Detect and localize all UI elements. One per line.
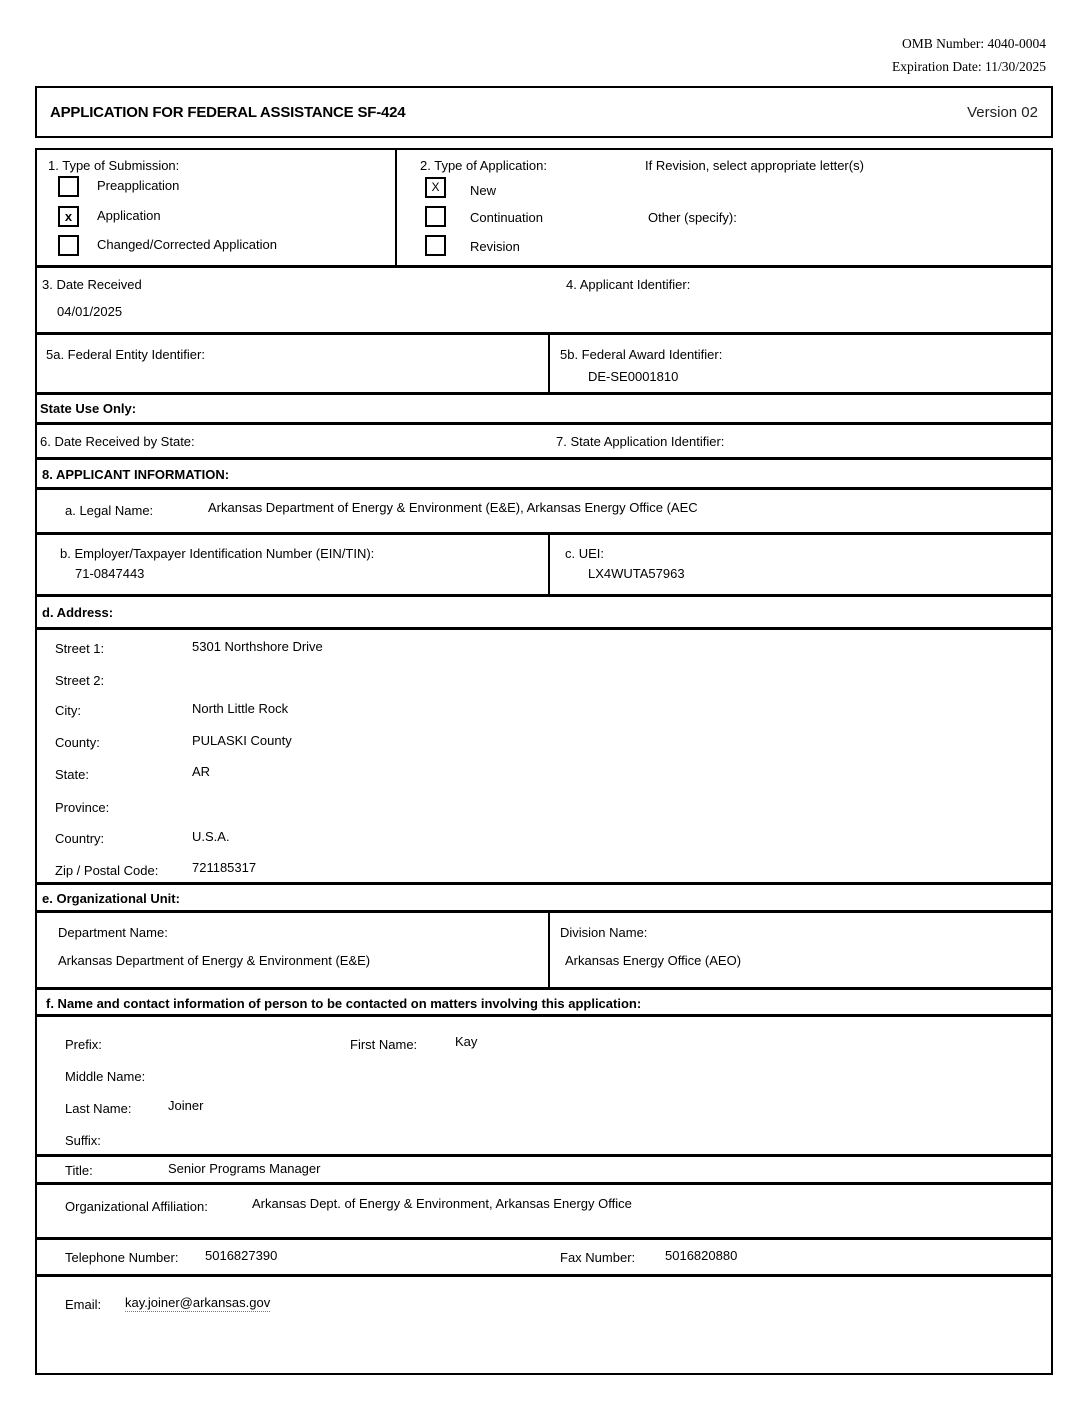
email-value[interactable]: kay.joiner@arkansas.gov	[125, 1295, 271, 1310]
country-value[interactable]: U.S.A.	[192, 829, 230, 844]
uei-label: c. UEI:	[565, 546, 605, 561]
type-of-application-heading: 2. Type of Application:	[420, 158, 547, 173]
federal-award-identifier-value[interactable]: DE-SE0001810	[588, 369, 679, 384]
row-org-unit-heading	[37, 882, 1051, 910]
divider-5a-5b	[548, 335, 550, 392]
form-body	[35, 148, 1053, 1375]
divider-dept-division	[548, 913, 550, 987]
org-affiliation-label: Organizational Affiliation:	[65, 1199, 208, 1214]
application-label: Application	[97, 208, 161, 223]
telephone-label: Telephone Number:	[65, 1250, 179, 1265]
suffix-label: Suffix:	[65, 1133, 101, 1148]
county-label: County:	[55, 735, 100, 750]
state-value[interactable]: AR	[192, 764, 211, 779]
zip-label: Zip / Postal Code:	[55, 863, 159, 878]
checkbox-continuation[interactable]	[425, 206, 446, 227]
row-email	[37, 1274, 1051, 1373]
fax-value[interactable]: 5016820880	[665, 1248, 738, 1263]
omb-block	[892, 32, 1046, 78]
if-revision-note: If Revision, select appropriate letter(s)	[645, 158, 864, 173]
contact-heading: f. Name and contact information of person to be contacted on matters involving this application:	[46, 996, 642, 1011]
legal-name-value[interactable]: Arkansas Department of Energy & Environment (E&E), Arkansas Energy Office (AEC	[208, 500, 698, 515]
email-label: Email:	[65, 1297, 102, 1312]
title-label: Title:	[65, 1163, 93, 1178]
state-use-only-heading: State Use Only:	[40, 401, 137, 416]
divider-s1-s2	[395, 150, 397, 265]
state-label: State:	[55, 767, 89, 782]
legal-name-label: a. Legal Name:	[65, 503, 154, 518]
middle-name-label: Middle Name:	[65, 1069, 146, 1084]
prefix-label: Prefix:	[65, 1037, 102, 1052]
other-specify-label: Other (specify):	[648, 210, 737, 225]
uei-value[interactable]: LX4WUTA57963	[588, 566, 685, 581]
ein-label: b. Employer/Taxpayer Identification Number (EIN/TIN):	[60, 546, 375, 561]
checkbox-revision[interactable]	[425, 235, 446, 256]
applicant-information-heading: 8. APPLICANT INFORMATION:	[42, 467, 230, 482]
revision-label: Revision	[470, 239, 520, 254]
row-contact-heading	[37, 987, 1051, 1014]
form-header	[35, 86, 1053, 138]
row-date-received	[37, 265, 1051, 332]
preapplication-label: Preapplication	[97, 178, 180, 193]
row-state-use-only	[37, 392, 1051, 422]
date-received-value[interactable]: 04/01/2025	[57, 304, 123, 319]
form-title: APPLICATION FOR FEDERAL ASSISTANCE SF-424	[50, 103, 406, 121]
date-received-label: 3. Date Received	[42, 277, 142, 292]
address-heading: d. Address:	[42, 605, 114, 620]
org-affiliation-value[interactable]: Arkansas Dept. of Energy & Environment, Arkansas Energy Office	[252, 1196, 632, 1211]
row-state-received	[37, 422, 1051, 457]
omb-number: OMB Number: 4040-0004	[902, 36, 1046, 51]
county-value[interactable]: PULASKI County	[192, 733, 292, 748]
row-title	[37, 1154, 1051, 1182]
city-value[interactable]: North Little Rock	[192, 701, 289, 716]
date-received-by-state-label: 6. Date Received by State:	[40, 434, 195, 449]
first-name-value[interactable]: Kay	[455, 1034, 478, 1049]
row-ein-uei	[37, 532, 1051, 594]
last-name-label: Last Name:	[65, 1101, 132, 1116]
omb-expiration-date: Expiration Date: 11/30/2025	[892, 59, 1046, 74]
department-name-value[interactable]: Arkansas Department of Energy & Environment (E&E)	[58, 953, 371, 968]
last-name-value[interactable]: Joiner	[168, 1098, 204, 1113]
federal-entity-identifier-label: 5a. Federal Entity Identifier:	[46, 347, 205, 362]
street1-value[interactable]: 5301 Northshore Drive	[192, 639, 323, 654]
division-name-label: Division Name:	[560, 925, 648, 940]
type-of-submission-heading: 1. Type of Submission:	[48, 158, 180, 173]
city-label: City:	[55, 703, 81, 718]
divider-ein-uei	[548, 535, 550, 594]
state-application-identifier-label: 7. State Application Identifier:	[556, 434, 725, 449]
row-legal-name	[37, 487, 1051, 532]
org-unit-heading: e. Organizational Unit:	[42, 891, 180, 906]
department-name-label: Department Name:	[58, 925, 168, 940]
row-applicant-information	[37, 457, 1051, 487]
first-name-label: First Name:	[350, 1037, 418, 1052]
telephone-value[interactable]: 5016827390	[205, 1248, 278, 1263]
zip-value[interactable]: 721185317	[192, 860, 257, 875]
title-value[interactable]: Senior Programs Manager	[168, 1161, 321, 1176]
continuation-label: Continuation	[470, 210, 543, 225]
form-version: Version 02	[967, 103, 1038, 121]
checkbox-new[interactable]: X	[425, 177, 446, 198]
row-address-heading	[37, 594, 1051, 627]
applicant-identifier-label: 4. Applicant Identifier:	[566, 277, 691, 292]
row-department-division	[37, 910, 1051, 987]
ein-value[interactable]: 71-0847443	[75, 566, 145, 581]
division-name-value[interactable]: Arkansas Energy Office (AEO)	[565, 953, 742, 968]
row-org-affiliation	[37, 1182, 1051, 1237]
street1-label: Street 1:	[55, 641, 105, 656]
row-submission-application	[37, 150, 1051, 265]
row-address-fields	[37, 627, 1051, 882]
changed-corrected-label: Changed/Corrected Application	[97, 237, 277, 252]
country-label: Country:	[55, 831, 105, 846]
province-label: Province:	[55, 800, 110, 815]
checkbox-changed-corrected[interactable]	[58, 235, 79, 256]
fax-label: Fax Number:	[560, 1250, 636, 1265]
checkbox-preapplication[interactable]	[58, 176, 79, 197]
row-contact-names	[37, 1014, 1051, 1154]
row-phone-fax	[37, 1237, 1051, 1274]
new-label: New	[470, 183, 497, 198]
street2-label: Street 2:	[55, 673, 105, 688]
federal-award-identifier-label: 5b. Federal Award Identifier:	[560, 347, 723, 362]
row-federal-identifiers	[37, 332, 1051, 392]
checkbox-application[interactable]: x	[58, 206, 79, 227]
